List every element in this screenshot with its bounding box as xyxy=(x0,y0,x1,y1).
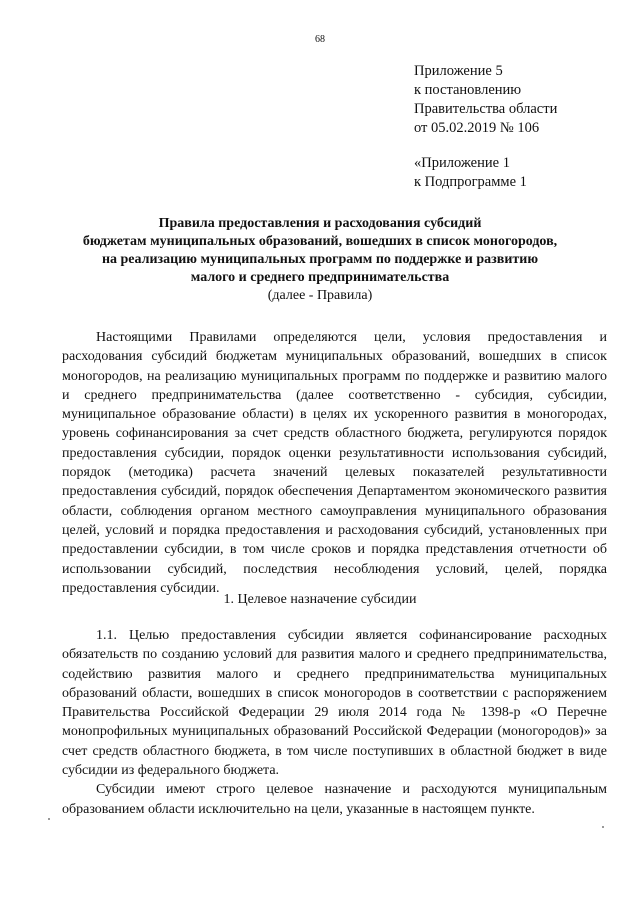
appendix-line: Правительства области xyxy=(414,101,558,117)
document-title xyxy=(50,215,590,305)
appendix-line: Приложение 5 xyxy=(414,63,503,79)
section-paragraph: 1.1. Целью предоставления субсидии является софинансирование расходных обязательств по созданию условий для развития малого и среднего предпринимательства, содействию развития малого и среднего предпринимательства муниципальных образований области, вошедших в список моногородов в соответствии с распоряжением Правительства Российской Федерации 29 июля 2014 года № 1398-р «О Перечне монопрофильных муниципальных образований Российской Федерации (моногородов)» за счет средств областного бюджета, в том числе поступивших в областной бюджет в виде субсидии из федерального бюджета. xyxy=(62,628,607,779)
appendix-sub-line: к Подпрограмме 1 xyxy=(414,174,527,190)
intro-section xyxy=(62,328,607,598)
intro-paragraph: Настоящими Правилами определяются цели, условия предоставления и расходования субсидий бюджетам муниципальных образований, вошедших в список моногородов, на реализацию муниципальных программ по поддержке и развитию малого и среднего предпринимательства (далее соответственно - субсидия, субсидии, муниципальное образование области) в целях их ускоренного развития в моногородах, уровень софинансирования за счет средств областного бюджета, регулируются порядок предоставления субсидии, порядок оценки результативности использования субсидий, порядок (методика) расчета значений целевых показателей результативности предоставления субсидий, порядок обеспечения Департаментом экономического развития области, соблюдения органом местного самоуправления муниципального образования целей, условий и порядка предоставления и расходования субсидий, установленных при предоставлении субсидии, в том числе сроков и порядка представления отчетности об использовании субсидий, последствия несоблюдения условий, целей, порядка предоставления субсидии. xyxy=(62,330,607,596)
scan-speck xyxy=(48,818,50,820)
page-number: 68 xyxy=(315,34,325,45)
section-paragraph: Субсидии имеют строго целевое назначение и расходуются муниципальным образованием области исключительно на цели, указанные в настоящем пункте. xyxy=(62,782,607,817)
appendix-spacer xyxy=(414,138,557,154)
appendix-block xyxy=(414,62,557,192)
section-1-body xyxy=(62,626,607,819)
appendix-line: от 05.02.2019 № 106 xyxy=(414,120,540,136)
appendix-sub-line: «Приложение 1 xyxy=(414,155,510,171)
title-line: Правила предоставления и расходования субсидий xyxy=(158,216,482,231)
title-line: на реализацию муниципальных программ по поддержке и развитию xyxy=(101,252,539,267)
title-subtitle: (далее - Правила) xyxy=(267,288,373,303)
title-line: малого и среднего предпринимательства xyxy=(190,270,450,285)
section-heading: 1. Целевое назначение субсидии xyxy=(223,592,417,607)
title-line: бюджетам муниципальных образований, вошедших в список моногородов, xyxy=(82,234,558,249)
appendix-line: к постановлению xyxy=(414,82,522,98)
scan-speck xyxy=(602,826,604,828)
